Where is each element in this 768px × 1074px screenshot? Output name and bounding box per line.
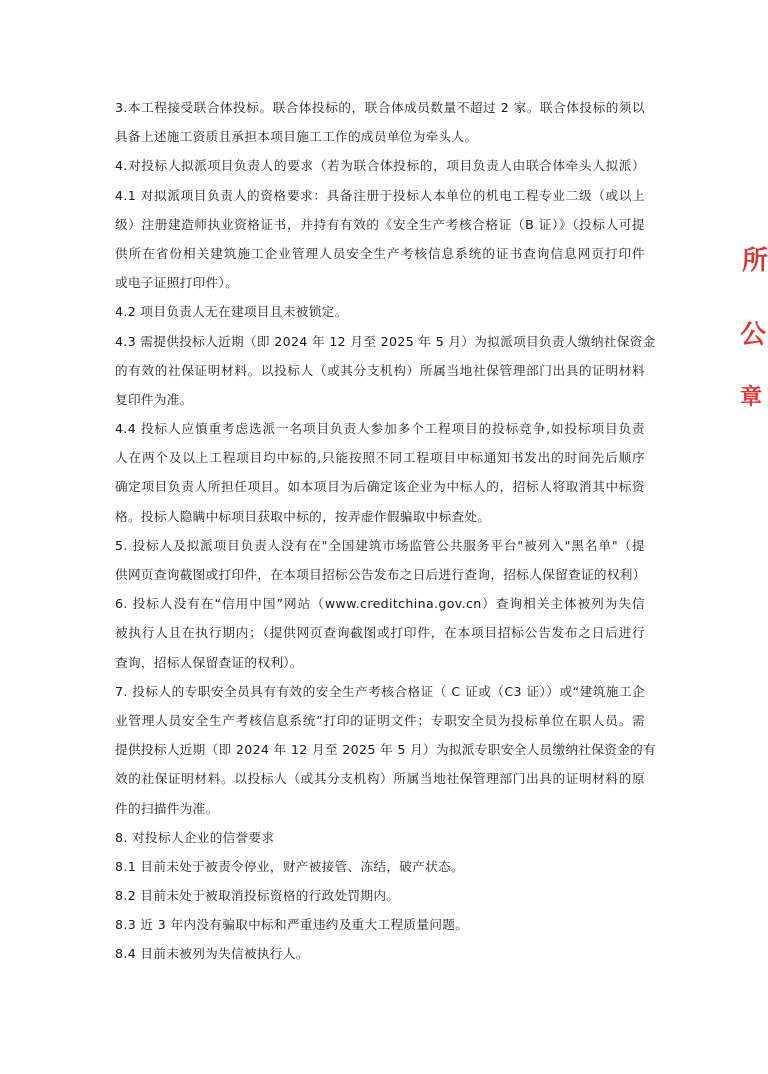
text-line: 8.3 近 3 年内没有骗取中标和严重违约及重大工程质量问题。 (115, 917, 469, 933)
text-line: 6. 投标人没有在“信用中国”网站（www.creditchina.gov.cn）查询相关主体被列为失信 (115, 596, 645, 612)
text-line: 具备上述施工资质且承担本项目施工工作的成员单位为牵头人。 (115, 129, 478, 145)
text-line: 8. 对投标人企业的信誉要求 (115, 829, 275, 845)
text-line: 供所在省份相关建筑施工企业管理人员安全生产考核信息系统的证书查询信息网页打印件 (115, 245, 645, 261)
text-line: 7. 投标人的专职安全员具有有效的安全生产考核合格证（ C 证或（C3 证））或“建筑施工企 (115, 683, 645, 699)
text-line: 查询，招标人保留查证的权利）。 (115, 654, 303, 670)
text-line: 提供投标人近期（即 2024 年 12 月至 2025 年 5 月）为拟派专职安全人员缴纳社保资金的有 (115, 742, 657, 758)
document-body (115, 93, 657, 969)
text-line: 被执行人且在执行期内；（提供网页查询截图或打印件，在本项目招标公告发布之日后进行 (115, 625, 645, 641)
text-line: 供网页查询截图或打印件，在本项目招标公告发布之日后进行查询，招标人保留查证的权利） (115, 567, 646, 582)
text-line: 业管理人员安全生产考核信息系统”打印的证明文件；专职安全员为投标单位在职人员。需 (115, 712, 645, 728)
text-line: 4.2 项目负责人无在建项目且未被锁定。 (115, 304, 348, 320)
text-line: 或电子证照打印件）。 (115, 275, 239, 291)
text-line: 4.4 投标人应慎重考虑选派一名项目负责人参加多个工程项目的投标竞争,如投标项目负责 (115, 421, 645, 437)
seal-fragment: 章 (740, 384, 763, 410)
text-line: 8.1 目前未处于被责令停业，财产被接管、冻结，破产状态。 (115, 858, 465, 874)
seal-fragment: 公 (740, 320, 767, 350)
text-line: 效的社保证明材料。以投标人（或其分支机构）所属当地社保管理部门出具的证明材料的原 (115, 771, 645, 787)
red-seal-stamp (736, 240, 768, 415)
text-line: 人在两个及以上工程项目均中标的,只能按照不同工程项目中标通知书发出的时间先后顺序 (115, 450, 645, 466)
text-line: 级）注册建造师执业资格证书，并持有有效的《安全生产考核合格证（B 证）》（投标人可提 (115, 216, 645, 232)
text-line: 4.对投标人拟派项目负责人的要求（若为联合体投标的，项目负责人由联合体牵头人拟派） (115, 158, 645, 174)
text-line: 8.2 目前未处于被取消投标资格的行政处罚期内。 (115, 888, 400, 904)
text-line: 4.1 对拟派项目负责人的资格要求：具备注册于投标人本单位的机电工程专业二级（或以上 (115, 187, 645, 203)
text-line: 的有效的社保证明材料。以投标人（或其分支机构）所属当地社保管理部门出具的证明材料 (115, 362, 645, 378)
text-line: 件的扫描件为准。 (115, 800, 219, 816)
text-line: 格。投标人隐瞒中标项目获取中标的，按弄虚作假骗取中标查处。 (115, 508, 491, 524)
text-line: 复印件为准。 (115, 391, 193, 407)
seal-fragment: 所 (742, 246, 768, 276)
text-line: 确定项目负责人所担任项目。如本项目为后确定该企业为中标人的，招标人将取消其中标资 (115, 479, 645, 495)
text-line: 4.3 需提供投标人近期（即 2024 年 12 月至 2025 年 5 月）为拟派项目负责人缴纳社保资金 (115, 333, 656, 349)
text-line: 5. 投标人及拟派项目负责人没有在"全国建筑市场监管公共服务平台"被列入"黑名单"（提 (115, 537, 645, 553)
text-line: 8.4 目前未被列为失信被执行人。 (115, 946, 309, 962)
text-line: 3.本工程接受联合体投标。联合体投标的，联合体成员数量不超过 2 家。联合体投标的须以 (115, 100, 645, 115)
